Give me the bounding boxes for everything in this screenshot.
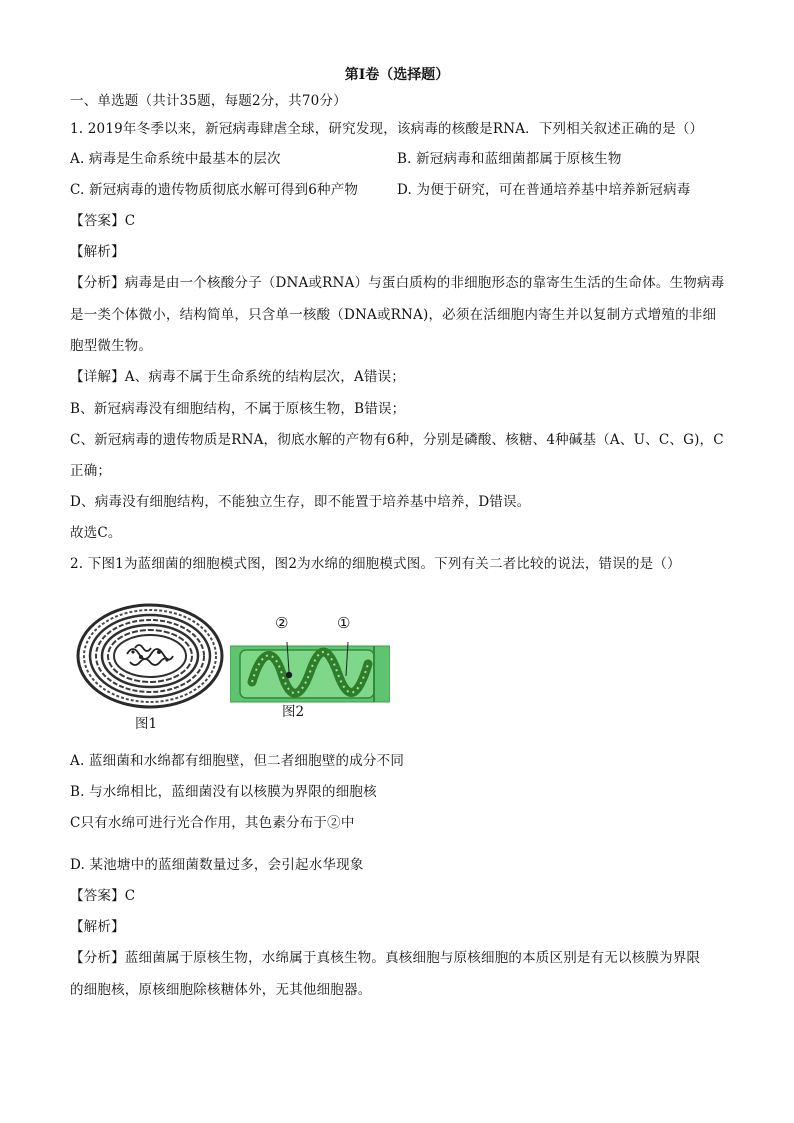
cyanobacterium-cell-diagram (75, 602, 225, 712)
page-title: 第Ⅰ卷（选择题） (344, 67, 450, 83)
q2-option-b: B. 与水绵相比，蓝细菌没有以核膜为界限的细胞核 (70, 784, 377, 800)
q2-answer: 【答案】C (70, 888, 136, 904)
q1-conclusion: 故选C。 (70, 525, 122, 541)
q1-detail-line-4: 正确； (70, 463, 112, 479)
q2-option-a: A. 蓝细菌和水绵都有细胞壁，但二者细胞壁的成分不同 (70, 753, 405, 769)
q1-option-b: B. 新冠病毒和蓝细菌都属于原核生物 (397, 151, 622, 167)
q1-option-c: C. 新冠病毒的遗传物质彻底水解可得到6种产物 (70, 182, 359, 198)
q1-option-d: D. 为便于研究，可在普通培养基中培养新冠病毒 (397, 182, 691, 198)
q1-stem: 1. 2019年冬季以来，新冠病毒肆虐全球，研究发现，该病毒的核酸是RNA．下列相关叙述正确的是（） (70, 121, 704, 137)
q1-detail-line-2: B、新冠病毒没有细胞结构，不属于原核生物，B错误； (70, 401, 406, 417)
q1-detail-line-1: 【详解】A、病毒不属于生命系统的结构层次，A错误； (70, 369, 405, 385)
figure-2-caption: 图2 (282, 704, 305, 720)
q1-answer: 【答案】C (70, 213, 136, 229)
q2-figure (75, 600, 395, 732)
section-heading: 一、单选题（共计35题，每题2分，共70分） (70, 93, 347, 109)
marker-1-label: ① (337, 614, 351, 632)
q2-option-c: C只有水绵可进行光合作用，其色素分布于②中 (70, 815, 355, 831)
q1-analysis-line-2: 是一类个体微小，结构简单，只含单一核酸（DNA或RNA)，必须在活细胞内寄生并以复制方式增殖的非细 (70, 307, 717, 323)
q2-analysis-line-1: 【分析】蓝细菌属于原核生物，水绵属于真核生物。真核细胞与原核细胞的本质区别是有无以核膜为界限 (70, 950, 701, 966)
q1-analysis-line-3: 胞型微生物。 (70, 338, 153, 354)
figure-1-caption: 图1 (135, 716, 158, 732)
q2-option-d: D. 某池塘中的蓝细菌数量过多，会引起水华现象 (70, 857, 364, 873)
q1-option-a: A. 病毒是生命系统中最基本的层次 (70, 151, 281, 167)
spirogyra-cell-diagram (230, 638, 390, 708)
q1-analysis-heading: 【解析】 (70, 244, 125, 260)
q2-analysis-line-2: 的细胞核，原核细胞除核糖体外，无其他细胞器。 (70, 982, 372, 998)
q1-detail-line-3: C、新冠病毒的遗传物质是RNA，彻底水解的产物有6种，分别是磷酸、核糖、4种碱基（A、U、C、G)，C (70, 432, 724, 448)
q1-analysis-line-1: 【分析】病毒是由一个核酸分子（DNA或RNA）与蛋白质构的非细胞形态的靠寄生生活的生命体。生物病毒 (70, 275, 725, 291)
marker-2-label: ② (275, 614, 289, 632)
q1-detail-line-5: D、病毒没有细胞结构，不能独立生存，即不能置于培养基中培养，D错误。 (70, 494, 531, 510)
q2-analysis-heading: 【解析】 (70, 919, 125, 935)
q2-stem: 2. 下图1为蓝细菌的细胞模式图，图2为水绵的细胞模式图。下列有关二者比较的说法，错误的是（） (70, 556, 681, 572)
